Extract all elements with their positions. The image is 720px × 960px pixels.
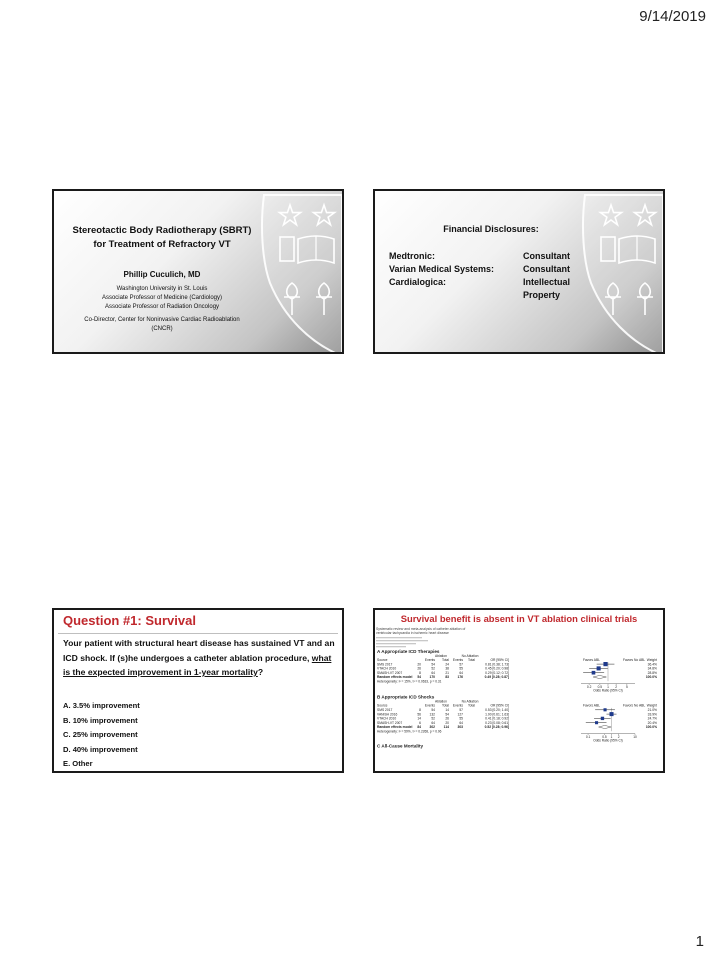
- column-header: Events: [452, 658, 463, 662]
- total-value: 132: [429, 712, 435, 717]
- column-header: Favors ABL: [582, 703, 600, 708]
- answer-option: A. 3.5% improvement: [63, 701, 140, 710]
- total-value: 52: [431, 666, 435, 671]
- odds-ratio-value: 1.00 [0.61; 1.63]: [485, 712, 509, 717]
- column-header: Favors No ABL: [623, 658, 646, 662]
- disclosure-role: Consultant: [523, 251, 570, 261]
- x-axis-title: Odds Ratio (95% CI): [593, 738, 623, 743]
- panel-label: C All-Cause Mortality: [377, 743, 424, 749]
- weight-value: 34.8%: [647, 666, 657, 671]
- x-axis-tick-label: 0.5: [602, 735, 607, 740]
- x-axis-tick-label: 10: [633, 735, 637, 740]
- pooled-estimate-diamond: [593, 675, 606, 678]
- events-value: 20: [417, 662, 421, 667]
- codirector-line: Co-Director, Center for Noninvasive Cardiac Radioablation (CNCR): [84, 317, 240, 332]
- events-value: 8: [419, 708, 421, 712]
- disclosure-company: Varian Medical Systems:: [389, 264, 495, 274]
- odds-ratio-value: 0.81 [0.38; 1.73]: [485, 662, 509, 667]
- x-axis-tick-label: 1: [607, 685, 609, 690]
- study-estimate-marker: [597, 666, 601, 670]
- x-axis-tick-label: 2: [615, 685, 618, 690]
- slide-question: [52, 608, 344, 773]
- weight-value: 100.0%: [645, 675, 657, 680]
- events-value: 8: [419, 670, 421, 675]
- total-value: 302: [429, 725, 435, 730]
- x-axis-tick-label: 0.2: [586, 685, 592, 690]
- column-header: Weight: [646, 658, 657, 662]
- slide-disclosures: [373, 189, 665, 354]
- figure-header: ventricular tachycardia in ischemic heart disease: [376, 631, 449, 635]
- study-name: SMS 2017: [377, 708, 393, 712]
- study-name: VTACH 2010: [377, 716, 397, 721]
- events-value: 20: [445, 720, 449, 725]
- study-estimate-marker: [592, 671, 596, 675]
- events-value: 84: [417, 725, 421, 730]
- study-name: SMS 2017: [377, 662, 393, 667]
- column-header: Events: [452, 703, 463, 708]
- total-value: 54: [431, 708, 435, 712]
- study-estimate-marker: [604, 708, 607, 711]
- events-value: 21: [445, 670, 449, 675]
- heterogeneity-note: Heterogeneity: I² = 15%, τ² = 0.0633, p = 0.31: [377, 679, 442, 684]
- events-value: 26: [417, 666, 421, 671]
- total-value: 55: [459, 666, 463, 671]
- group-header: Ablation: [435, 699, 447, 704]
- odds-ratio-value: 0.29 [0.12; 0.72]: [485, 670, 509, 675]
- events-value: 54: [417, 675, 421, 680]
- study-name: SMASH-VT 2007: [377, 720, 403, 725]
- total-value: 57: [459, 708, 463, 712]
- events-value: 54: [445, 712, 449, 717]
- events-value: 38: [445, 666, 449, 671]
- answer-option: E. Other: [63, 759, 93, 768]
- heterogeneity-note: Heterogeneity: I² = 59%, τ² = 0.2268, p = 0.06: [377, 729, 442, 734]
- events-value: 114: [443, 725, 449, 730]
- column-header: Favors No ABL: [623, 703, 646, 708]
- disclosures-title: Financial Disclosures:: [443, 224, 539, 234]
- pooled-estimate-diamond: [599, 725, 612, 728]
- author-affiliations: Washington University in St. Louis Associate Professor of Medicine (Cardiology) Associate Professor of Radiation Oncology: [101, 286, 223, 310]
- odds-ratio-value: 0.41 [0.18; 0.92]: [485, 716, 509, 721]
- total-value: 303: [457, 725, 463, 730]
- disclosure-role: Consultant: [523, 264, 570, 274]
- pooled-label: Random effects model: [377, 725, 413, 730]
- weight-value: 36.4%: [647, 662, 657, 667]
- events-value: 6: [419, 720, 421, 725]
- study-name: SMASH-VT 2007: [377, 670, 403, 675]
- column-header: OR [95% CI]: [490, 658, 509, 662]
- answer-option: D. 40% improvement: [63, 744, 138, 754]
- title-divider: [58, 633, 338, 634]
- events-value: 14: [417, 716, 421, 721]
- x-axis-tick-label: 1: [610, 735, 613, 740]
- question-stem: Your patient with structural heart disease has sustained VT and an ICD shock. If (s)he undergoes a catheter ablation procedure, what is the expected improvement in 1-year mortality?: [63, 638, 335, 677]
- slide-title-heading: Stereotactic Body Radiotherapy (SBRT) for Treatment of Refractory VT: [72, 225, 252, 250]
- panel-label: B Appropriate ICD Shocks: [377, 694, 435, 700]
- weight-value: 33.9%: [647, 712, 657, 717]
- total-value: 54: [431, 662, 435, 667]
- group-header: Ablation: [435, 654, 447, 658]
- column-header: Source: [377, 703, 388, 708]
- column-header: OR [95% CI]: [490, 703, 509, 708]
- answer-option: B. 10% improvement: [63, 715, 138, 725]
- column-header: Total: [442, 703, 449, 708]
- pooled-label: Random effects model: [377, 675, 413, 680]
- total-value: 64: [459, 670, 463, 675]
- answer-options: [63, 699, 140, 772]
- page-number: 1: [695, 933, 704, 950]
- column-header: Events: [424, 658, 435, 662]
- total-value: 64: [431, 670, 435, 675]
- citation-block: [376, 637, 428, 647]
- answer-option: C. 25% improvement: [63, 730, 138, 739]
- events-value: 26: [445, 716, 449, 721]
- slide-forest-plot: [373, 608, 665, 773]
- study-estimate-marker: [603, 662, 607, 666]
- total-value: 52: [431, 716, 435, 721]
- events-value: 24: [445, 662, 449, 667]
- disclosure-company: Medtronic:: [389, 251, 435, 261]
- study-name: VTACH 2010: [377, 666, 397, 671]
- column-header: Total: [442, 658, 449, 662]
- question-title: Question #1: Survival: [63, 613, 196, 628]
- odds-ratio-value: 0.45 [0.20; 0.98]: [485, 666, 509, 671]
- panel-label: A Appropriate ICD Therapies: [377, 649, 440, 654]
- events-value: 83: [445, 675, 449, 680]
- total-value: 57: [459, 662, 463, 667]
- weight-value: 100.0%: [645, 725, 657, 730]
- total-value: 55: [459, 716, 463, 721]
- x-axis-title: Odds Ratio (95% CI): [593, 688, 623, 693]
- slide-title: [52, 189, 344, 354]
- x-axis-tick-label: 2: [617, 735, 620, 740]
- weight-value: 20.4%: [647, 720, 657, 725]
- study-estimate-marker: [601, 717, 604, 720]
- study-name: VANISH 2016: [377, 712, 398, 717]
- total-value: 64: [459, 720, 463, 725]
- weight-value: 21.0%: [647, 708, 657, 712]
- page-date: 9/14/2019: [639, 8, 706, 25]
- events-value: 56: [417, 712, 421, 717]
- group-header: No Ablation: [461, 699, 479, 704]
- group-header: No Ablation: [461, 654, 479, 658]
- column-header: Total: [468, 658, 475, 662]
- question-emphasis: what is the expected improvement in 1-year mortality: [63, 652, 332, 677]
- weight-value: 24.7%: [647, 716, 657, 721]
- figure-header: Systematic review and meta-analysis of catheter ablation of: [376, 627, 466, 631]
- total-value: 176: [457, 675, 463, 680]
- odds-ratio-value: 0.53 [0.20; 1.40]: [485, 708, 509, 712]
- study-estimate-marker: [610, 712, 614, 716]
- slide-heading: Survival benefit is absent in VT ablation clinical trials: [400, 613, 638, 624]
- total-value: 170: [429, 675, 435, 680]
- x-axis-tick-label: 5: [625, 685, 628, 690]
- total-value: 64: [431, 720, 435, 725]
- weight-value: 28.8%: [647, 670, 657, 675]
- author-name: Phillip Cuculich, MD: [123, 270, 201, 279]
- column-header: Events: [424, 703, 435, 708]
- odds-ratio-value: 0.23 [0.08; 0.61]: [485, 720, 509, 725]
- column-header: Total: [468, 703, 475, 708]
- column-header: Source: [377, 658, 388, 662]
- total-value: 127: [457, 712, 463, 717]
- disclosure-company: Cardialogica:: [389, 277, 447, 287]
- column-header: Weight: [646, 703, 657, 708]
- column-header: Favors ABL: [582, 658, 600, 662]
- study-estimate-marker: [595, 721, 598, 724]
- x-axis-tick-label: 0.5: [597, 685, 603, 690]
- disclosure-role: Intellectual Property: [523, 277, 571, 300]
- odds-ratio-value: 0.49 [0.28; 0.87]: [484, 675, 509, 680]
- forest-plot-figure: [375, 626, 665, 773]
- odds-ratio-value: 0.52 [0.28; 0.96]: [484, 725, 509, 730]
- x-axis-tick-label: 0.1: [585, 735, 591, 740]
- events-value: 14: [445, 708, 449, 712]
